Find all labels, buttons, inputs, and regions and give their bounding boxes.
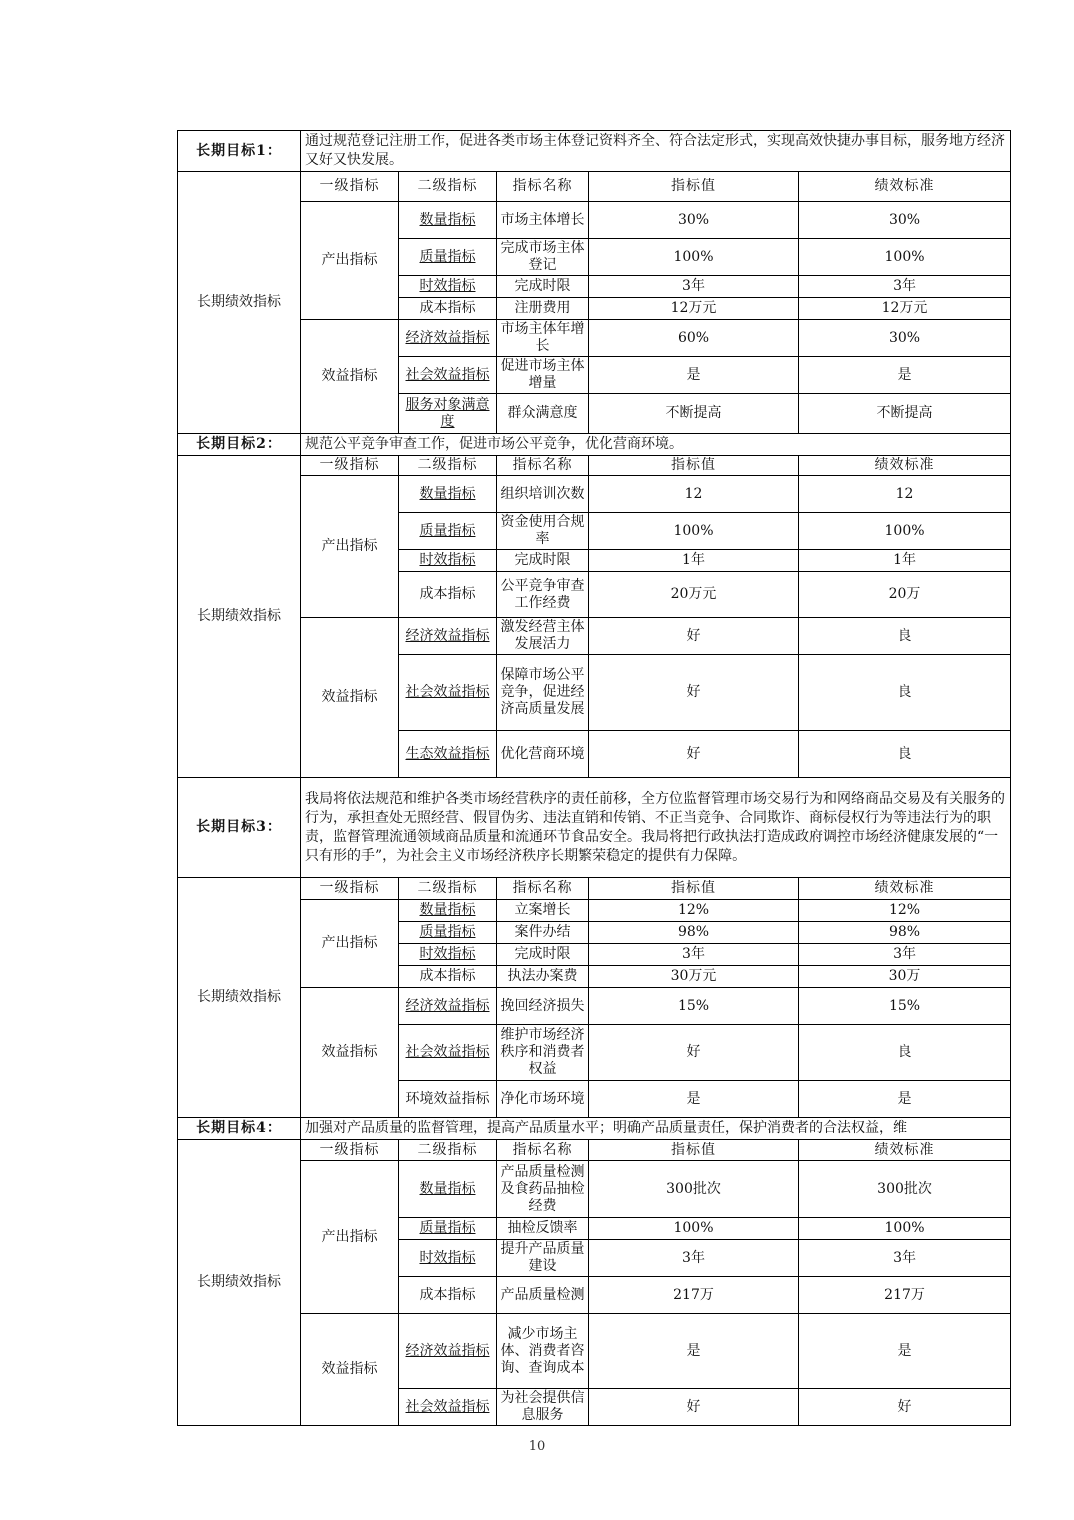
level2-indicator: 经济效益指标 (399, 618, 497, 655)
indicator-name: 保障市场公平竞争，促进经济高质量发展 (497, 655, 589, 731)
level2-indicator: 时效指标 (399, 1240, 497, 1277)
indicator-row (178, 988, 1011, 1025)
goal-description: 通过规范登记注册工作，促进各类市场主体登记资料齐全、符合法定形式，实现高效快捷办事目标，服务地方经济又好又快发展。 (301, 131, 1011, 172)
performance-standard: 良 (799, 731, 1011, 778)
performance-standard: 3年 (799, 944, 1011, 966)
level2-indicator: 数量指标 (399, 202, 497, 239)
header-level1: 一级指标 (301, 878, 399, 900)
level2-indicator: 经济效益指标 (399, 1314, 497, 1389)
level2-indicator: 质量指标 (399, 513, 497, 550)
level2-indicator: 生态效益指标 (399, 731, 497, 778)
indicator-value: 30% (589, 202, 799, 239)
performance-standard: 30万 (799, 966, 1011, 988)
indicator-name: 立案增长 (497, 900, 589, 922)
perf-indicator-label: 长期绩效指标 (178, 456, 301, 778)
indicator-name: 注册费用 (497, 298, 589, 320)
indicator-value: 100% (589, 513, 799, 550)
level2-indicator: 服务对象满意度 (399, 394, 497, 434)
performance-standard: 是 (799, 1314, 1011, 1389)
indicator-name: 抽检反馈率 (497, 1218, 589, 1240)
header-level2: 二级指标 (399, 878, 497, 900)
indicator-row (178, 1161, 1011, 1218)
perf-indicator-label: 长期绩效指标 (178, 878, 301, 1118)
level1-indicator: 产出指标 (301, 476, 399, 618)
performance-standard: 15% (799, 988, 1011, 1025)
indicator-name: 市场主体增长 (497, 202, 589, 239)
indicator-value: 30万元 (589, 966, 799, 988)
indicator-row (178, 476, 1011, 513)
level2-indicator: 成本指标 (399, 1277, 497, 1314)
indicator-name: 组织培训次数 (497, 476, 589, 513)
header-level2: 二级指标 (399, 172, 497, 202)
indicator-value: 100% (589, 239, 799, 276)
indicator-value: 12% (589, 900, 799, 922)
performance-standard: 良 (799, 655, 1011, 731)
level2-indicator: 质量指标 (399, 922, 497, 944)
goal-description: 加强对产品质量的监督管理，提高产品质量水平；明确产品质量责任，保护消费者的合法权益，维 (301, 1118, 1011, 1140)
level2-indicator: 质量指标 (399, 1218, 497, 1240)
indicator-value: 12 (589, 476, 799, 513)
level2-indicator: 成本指标 (399, 572, 497, 618)
level2-indicator: 数量指标 (399, 900, 497, 922)
performance-standard: 12 (799, 476, 1011, 513)
header-standard: 绩效标准 (799, 456, 1011, 476)
indicator-name: 优化营商环境 (497, 731, 589, 778)
indicator-value: 好 (589, 655, 799, 731)
indicator-value: 20万元 (589, 572, 799, 618)
indicator-value: 60% (589, 320, 799, 357)
level1-indicator: 效益指标 (301, 988, 399, 1118)
level2-indicator: 经济效益指标 (399, 988, 497, 1025)
indicator-name: 完成时限 (497, 550, 589, 572)
indicator-value: 217万 (589, 1277, 799, 1314)
indicator-value: 12万元 (589, 298, 799, 320)
header-row (178, 172, 1011, 202)
perf-indicator-label: 长期绩效指标 (178, 172, 301, 434)
level1-indicator: 效益指标 (301, 320, 399, 434)
indicator-value: 好 (589, 1389, 799, 1426)
indicator-name: 资金使用合规率 (497, 513, 589, 550)
indicator-name: 促进市场主体增量 (497, 357, 589, 394)
level2-indicator: 成本指标 (399, 966, 497, 988)
level2-indicator: 成本指标 (399, 298, 497, 320)
level1-indicator: 产出指标 (301, 202, 399, 320)
level2-indicator: 经济效益指标 (399, 320, 497, 357)
indicator-name: 案件办结 (497, 922, 589, 944)
header-row (178, 456, 1011, 476)
indicator-value: 3年 (589, 276, 799, 298)
indicator-name: 净化市场环境 (497, 1081, 589, 1118)
performance-standard: 好 (799, 1389, 1011, 1426)
goal-row (178, 778, 1011, 878)
performance-standard: 30% (799, 320, 1011, 357)
indicator-name: 完成市场主体登记 (497, 239, 589, 276)
performance-table (177, 130, 1011, 1426)
level2-indicator: 时效指标 (399, 550, 497, 572)
indicator-row (178, 618, 1011, 655)
performance-standard: 良 (799, 1025, 1011, 1081)
level2-indicator: 时效指标 (399, 944, 497, 966)
goal-description: 我局将依法规范和维护各类市场经营秩序的责任前移，全方位监督管理市场交易行为和网络商品交易及有关服务的行为，承担查处无照经营、假冒伪劣、违法直销和传销、不正当竞争、合同欺诈、商标侵权行为等违法行为的职责，监督管理流通领域商品质量和流通环节食品安全。我局将把行政执法打造成政府调控市场经济健康发展的“一只有形的手”，为社会主义市场经济秩序长期繁荣稳定的提供有力保障。 (301, 778, 1011, 878)
indicator-name: 维护市场经济秩序和消费者权益 (497, 1025, 589, 1081)
header-row (178, 878, 1011, 900)
performance-standard: 100% (799, 513, 1011, 550)
level2-indicator: 社会效益指标 (399, 1389, 497, 1426)
goal-description: 规范公平竞争审查工作，促进市场公平竞争，优化营商环境。 (301, 434, 1011, 456)
indicator-row (178, 900, 1011, 922)
header-value: 指标值 (589, 172, 799, 202)
performance-standard: 20万 (799, 572, 1011, 618)
indicator-value: 98% (589, 922, 799, 944)
level2-indicator: 社会效益指标 (399, 357, 497, 394)
goal-label: 长期目标1： (178, 131, 301, 172)
performance-standard: 98% (799, 922, 1011, 944)
level2-indicator: 数量指标 (399, 476, 497, 513)
indicator-name: 完成时限 (497, 276, 589, 298)
level1-indicator: 效益指标 (301, 1314, 399, 1426)
indicator-value: 15% (589, 988, 799, 1025)
indicator-row (178, 1314, 1011, 1389)
indicator-value: 好 (589, 1025, 799, 1081)
performance-standard: 是 (799, 357, 1011, 394)
header-level2: 二级指标 (399, 1140, 497, 1161)
indicator-name: 激发经营主体发展活力 (497, 618, 589, 655)
indicator-row (178, 320, 1011, 357)
indicator-name: 产品质量检测及食药品抽检经费 (497, 1161, 589, 1218)
level1-indicator: 产出指标 (301, 900, 399, 988)
header-value: 指标值 (589, 1140, 799, 1161)
indicator-name: 执法办案费 (497, 966, 589, 988)
indicator-value: 3年 (589, 944, 799, 966)
goal-label: 长期目标2： (178, 434, 301, 456)
header-name: 指标名称 (497, 1140, 589, 1161)
indicator-name: 群众满意度 (497, 394, 589, 434)
performance-standard: 3年 (799, 1240, 1011, 1277)
level1-indicator: 效益指标 (301, 618, 399, 778)
header-name: 指标名称 (497, 456, 589, 476)
indicator-value: 300批次 (589, 1161, 799, 1218)
performance-standard: 良 (799, 618, 1011, 655)
header-value: 指标值 (589, 878, 799, 900)
indicator-value: 好 (589, 618, 799, 655)
indicator-value: 3年 (589, 1240, 799, 1277)
header-standard: 绩效标准 (799, 878, 1011, 900)
header-standard: 绩效标准 (799, 1140, 1011, 1161)
indicator-name: 减少市场主体、消费者咨询、查询成本 (497, 1314, 589, 1389)
performance-standard: 30% (799, 202, 1011, 239)
indicator-value: 100% (589, 1218, 799, 1240)
goal-row (178, 434, 1011, 456)
performance-standard: 100% (799, 239, 1011, 276)
level1-indicator: 产出指标 (301, 1161, 399, 1314)
indicator-name: 公平竞争审查工作经费 (497, 572, 589, 618)
indicator-value: 是 (589, 357, 799, 394)
performance-standard: 300批次 (799, 1161, 1011, 1218)
indicator-value: 是 (589, 1314, 799, 1389)
level2-indicator: 环境效益指标 (399, 1081, 497, 1118)
goal-row (178, 131, 1011, 172)
indicator-row (178, 202, 1011, 239)
performance-standard: 3年 (799, 276, 1011, 298)
page-number: 10 (528, 1439, 546, 1454)
perf-indicator-label: 长期绩效指标 (178, 1140, 301, 1426)
indicator-name: 为社会提供信息服务 (497, 1389, 589, 1426)
level2-indicator: 数量指标 (399, 1161, 497, 1218)
level2-indicator: 时效指标 (399, 276, 497, 298)
performance-standard: 100% (799, 1218, 1011, 1240)
performance-standard: 217万 (799, 1277, 1011, 1314)
header-name: 指标名称 (497, 172, 589, 202)
header-level1: 一级指标 (301, 456, 399, 476)
header-standard: 绩效标准 (799, 172, 1011, 202)
header-level1: 一级指标 (301, 1140, 399, 1161)
header-row (178, 1140, 1011, 1161)
goal-label: 长期目标4： (178, 1118, 301, 1140)
level2-indicator: 社会效益指标 (399, 1025, 497, 1081)
performance-standard: 12% (799, 900, 1011, 922)
performance-standard: 1年 (799, 550, 1011, 572)
indicator-name: 产品质量检测 (497, 1277, 589, 1314)
indicator-name: 提升产品质量建设 (497, 1240, 589, 1277)
indicator-value: 是 (589, 1081, 799, 1118)
level2-indicator: 质量指标 (399, 239, 497, 276)
goal-row (178, 1118, 1011, 1140)
header-value: 指标值 (589, 456, 799, 476)
indicator-name: 挽回经济损失 (497, 988, 589, 1025)
indicator-value: 好 (589, 731, 799, 778)
level2-indicator: 社会效益指标 (399, 655, 497, 731)
performance-standard: 是 (799, 1081, 1011, 1118)
indicator-name: 市场主体年增长 (497, 320, 589, 357)
header-level2: 二级指标 (399, 456, 497, 476)
performance-standard: 12万元 (799, 298, 1011, 320)
header-name: 指标名称 (497, 878, 589, 900)
header-level1: 一级指标 (301, 172, 399, 202)
indicator-name: 完成时限 (497, 944, 589, 966)
indicator-value: 不断提高 (589, 394, 799, 434)
indicator-value: 1年 (589, 550, 799, 572)
goal-label: 长期目标3： (178, 778, 301, 878)
performance-standard: 不断提高 (799, 394, 1011, 434)
